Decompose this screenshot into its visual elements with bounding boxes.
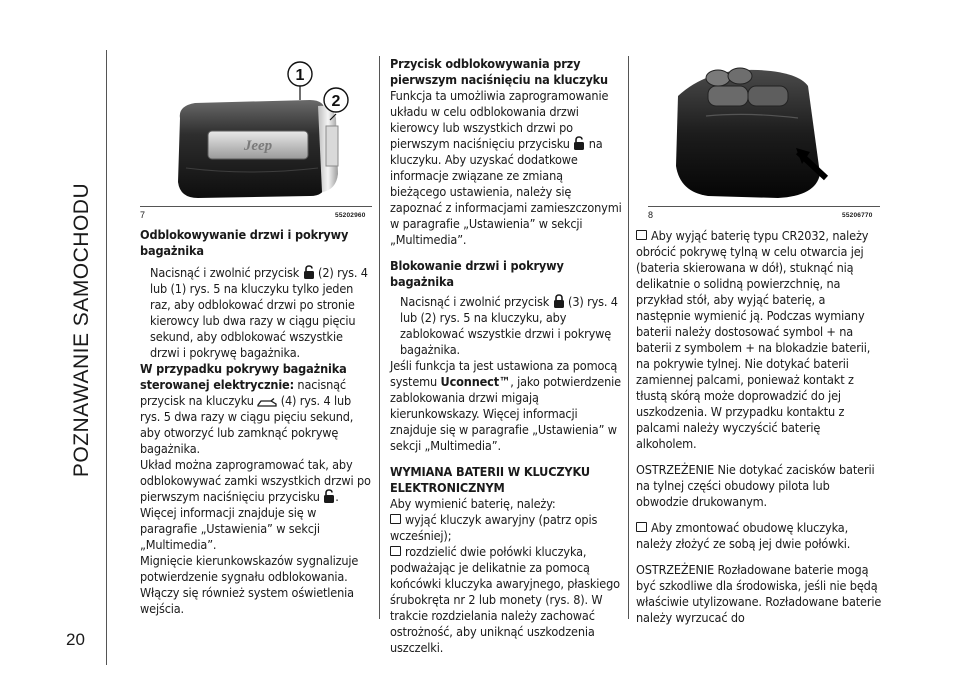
list-item-text: Aby wyjąć baterię typu CR2032, należy obrócić pokrywę tylną w celu otwarcia jej (bateria skierowana w dół), stuknąć nią delikatnie o solidną powierzchnię, na przykład stół, aby wyjąć baterię, a następnie wymienić ją. Podczas wymiany baterii należy dostosować symbol + na baterii z symbolem + na blokadzie baterii, na pokrywie tylnej. Nie dotykać baterii zamiennej palcami, ponieważ kontakt z tłustą skórą może doprowadzić do jej uszkodzenia. W przypadku kontaktu z palcami należy wyczyścić baterię alkoholem.: [636, 228, 871, 451]
paragraph-text: Nacisnąć i zwolnić przycisk: [150, 265, 300, 280]
checkbox-bullet-icon: [390, 546, 401, 556]
paragraph-text: na kluczyku. Aby uzyskać dodatkowe informacje związane ze zmianą bieżącego ustawienia, należy się zapoznać z informacjami zamieszczonymi w paragrafie „Ustawienia” w sekcji „Multimedia”.: [390, 136, 622, 247]
paragraph-programming: [140, 457, 372, 553]
figure-7-rule: [140, 206, 372, 207]
list-item: [636, 228, 882, 452]
paragraph-text: Układ można zaprogramować tak, aby odblokowywać zamki wszystkich drzwi po pierwszym naciśnięciu przycisku: [140, 457, 371, 504]
unlock-icon: [323, 489, 335, 504]
callout-2: 2: [331, 93, 341, 110]
paragraph-unlock-doors: [140, 265, 372, 361]
paragraph-signal: Mignięcie kierunkowskazów sygnalizuje potwierdzenie sygnału odblokowania. Włączy się również system oświetlenia wejścia.: [140, 553, 359, 616]
heading-unlock-doors: Odblokowywanie drzwi i pokrywy bagażnika: [140, 227, 349, 258]
figure-8-rule: [648, 206, 880, 207]
paragraph-text: , jako potwierdzenie zablokowania drzwi migają kierunkowskazy. Więcej informacji znajduje się w paragrafie „Ustawienia” w sekcji „Multimedia”.: [390, 374, 621, 453]
callout-1: 1: [295, 67, 305, 84]
key-logo: Jeep: [243, 138, 273, 154]
figure-7-image: [140, 56, 372, 206]
paragraph-text: (3) rys. 4 lub (2) rys. 5 na kluczyku, aby zablokować wszystkie drzwi i pokrywę bagażnika.: [400, 294, 618, 357]
paragraph-first-press: [390, 88, 622, 248]
checkbox-bullet-icon: [636, 522, 647, 532]
list-item-text: Aby zmontować obudowę kluczyka, należy złożyć ze sobą jej dwie połówki.: [636, 520, 851, 551]
paragraph-text: nacisnąć przycisk na kluczyku: [140, 377, 346, 408]
warning-disposal: OSTRZEŻENIE Rozładowane baterie mogą być szkodliwe dla środowiska, jeśli nie będą właściwie utylizowane. Rozładowane baterie należy wyrzucać do: [636, 562, 882, 625]
lock-icon: [553, 294, 565, 309]
paragraph-text: (2) rys. 4 lub (1) rys. 5 na kluczyku tylko jeden raz, aby odblokować drzwi po stronie kierowcy lub dwa razy w ciągu pięciu sekund, aby odblokować wszystkie drzwi i pokrywę bagażnika.: [150, 265, 368, 360]
figure-8-image: [648, 56, 880, 206]
list-item: [390, 512, 622, 544]
page-number: 20: [66, 630, 85, 649]
list-item-text: rozdzielić dwie połówki kluczyka, podważając je delikatnie za pomocą końcówki kluczyka awaryjnego, płaskiego śrubokręta nr 2 lub monety (rys. 8). W trakcie rozdzielania należy zachować ostrożność, aby uniknąć uszkodzenia uszczelki.: [390, 544, 620, 655]
paragraph-text: Funkcja ta umożliwia zaprogramowanie układu w celu odblokowania drzwi kierowcy lub wszystkich drzwi po pierwszym naciśnięciu przycisku: [390, 88, 609, 151]
paragraph-power-liftgate: [140, 361, 372, 457]
figure-7-code: 55202960: [335, 212, 366, 219]
paragraph-battery-intro: Aby wymienić baterię, należy:: [390, 496, 556, 511]
figure-8-code: 55206770: [842, 212, 873, 219]
heading-battery-replacement: WYMIANA BATERII W KLUCZYKU ELEKTRONICZNYM: [390, 464, 590, 495]
inline-heading: W przypadku pokrywy bagażnika sterowanej elektrycznie:: [140, 361, 347, 392]
chapter-title: POZNAWANIE SAMOCHODU: [70, 182, 93, 478]
paragraph-text: Nacisnąć i zwolnić przycisk: [400, 294, 550, 309]
figure-7-number: 7: [140, 210, 146, 220]
checkbox-bullet-icon: [390, 514, 401, 524]
checkbox-bullet-icon: [636, 230, 647, 240]
heading-first-press-unlock: Przycisk odblokowywania przy pierwszym naciśnięciu na kluczyku: [390, 56, 608, 87]
liftgate-icon: [257, 398, 277, 408]
list-item-text: wyjąć kluczyk awaryjny (patrz opis wcześniej);: [390, 512, 598, 543]
column-1: [140, 227, 372, 617]
paragraph-text: (4) rys. 4 lub rys. 5 dwa razy w ciągu pięciu sekund, aby otworzyć lub zamknąć pokrywę bagażnika.: [140, 393, 354, 456]
sidebar-divider: [106, 50, 107, 665]
figure-8-number: 8: [648, 210, 654, 220]
column-2: [390, 56, 622, 656]
uconnect-brand: Uconnect™: [440, 374, 511, 389]
list-item: [636, 520, 882, 552]
heading-lock-doors: Blokowanie drzwi i pokrywy bagażnika: [390, 258, 564, 289]
warning-terminals: OSTRZEŻENIE Nie dotykać zacisków baterii na tylnej części obudowy pilota lub obwodzie drukowanym.: [636, 462, 875, 509]
column-3: [636, 228, 882, 626]
column-divider-2: [628, 56, 629, 619]
paragraph-text: . Więcej informacji znajduje się w paragrafie „Ustawienia” w sekcji „Multimedia”.: [140, 489, 339, 552]
unlock-icon: [303, 265, 315, 280]
column-divider-1: [379, 56, 380, 619]
paragraph-text: Jeśli funkcja ta jest ustawiona za pomocą systemu: [390, 358, 618, 389]
list-item: [390, 544, 622, 656]
paragraph-uconnect: [390, 358, 622, 454]
paragraph-lock-doors: [390, 294, 622, 358]
unlock-icon: [573, 136, 585, 151]
